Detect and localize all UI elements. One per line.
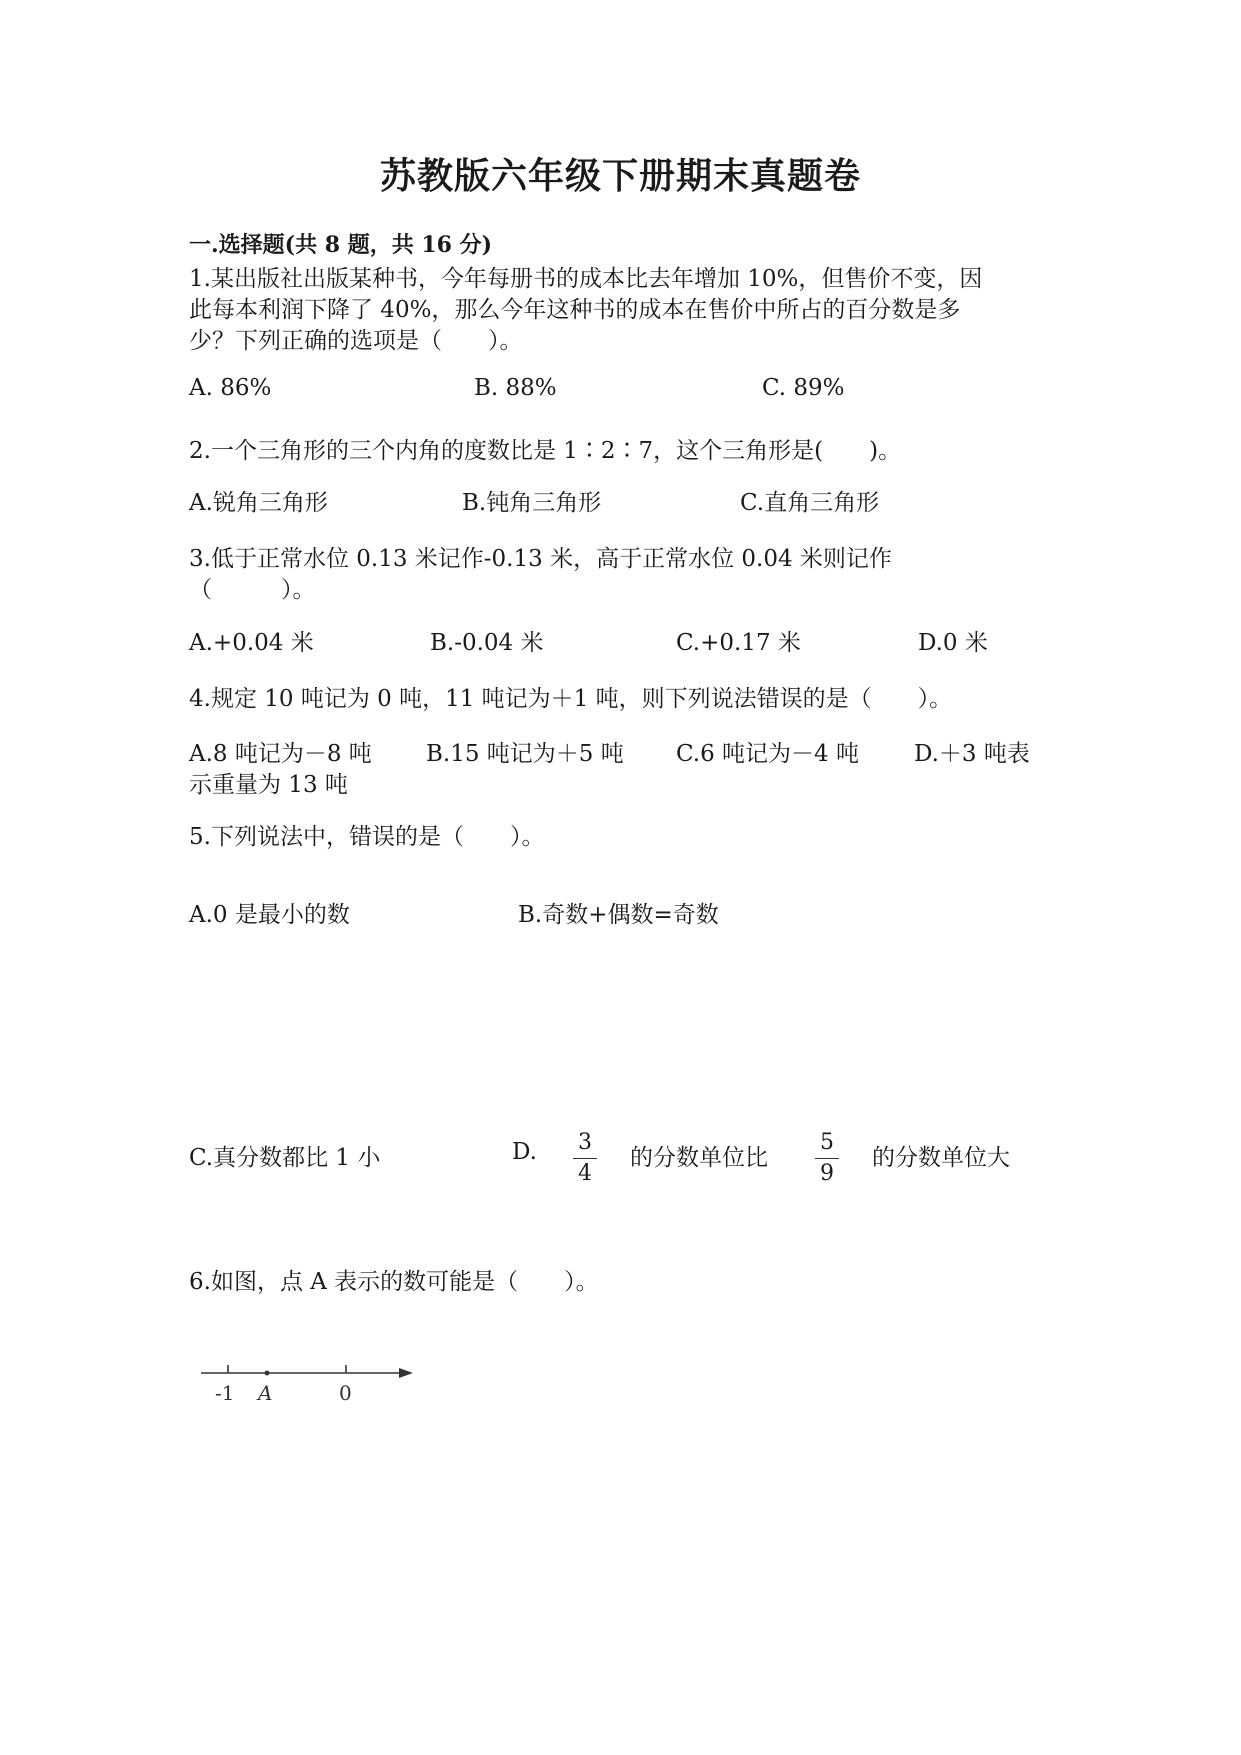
fraction-denominator: 9	[820, 1161, 834, 1186]
fraction-denominator: 4	[578, 1161, 592, 1186]
q2-option-c[interactable]: C.直角三角形	[740, 490, 880, 516]
q3-option-a[interactable]: A.+0.04 米	[189, 630, 314, 656]
q3-option-b[interactable]: B.-0.04 米	[430, 630, 544, 656]
q1-line-3: 少？下列正确的选项是（ ）。	[189, 328, 523, 354]
q2-option-b[interactable]: B.钝角三角形	[462, 490, 602, 516]
q4-option-b[interactable]: B.15 吨记为＋5 吨	[426, 741, 624, 767]
fraction-5-9	[812, 1132, 842, 1185]
q5-option-d[interactable]: D.	[512, 1139, 537, 1165]
q4-option-a[interactable]: A.8 吨记为－8 吨	[189, 741, 372, 767]
point-a	[265, 1371, 270, 1376]
q5-option-c[interactable]: C.真分数都比 1 小	[189, 1145, 381, 1171]
q2-option-a[interactable]: A.锐角三角形	[189, 490, 328, 516]
fraction-3-4	[570, 1132, 600, 1185]
q4-text: 4.规定 10 吨记为 0 吨，11 吨记为＋1 吨，则下列说法错误的是（ ）。	[189, 686, 953, 712]
q5-option-d-end: 的分数单位大	[872, 1145, 1010, 1171]
q1-line-2: 此每本利润下降了 40%，那么今年这种书的成本在售价中所占的百分数是多	[189, 297, 961, 323]
q1-line-1: 1.某出版社出版某种书，今年每册书的成本比去年增加 10%，但售价不变，因	[189, 266, 983, 292]
q4-option-d-cont: 示重量为 13 吨	[189, 772, 348, 798]
q1-option-b[interactable]: B. 88%	[474, 375, 557, 401]
q5-option-b[interactable]: B.奇数+偶数=奇数	[518, 902, 719, 928]
q3-line-1: 3.低于正常水位 0.13 米记作-0.13 米，高于正常水位 0.04 米则记作	[189, 546, 892, 572]
q4-option-d[interactable]: D.＋3 吨表	[914, 741, 1030, 767]
number-line-arrow-icon	[399, 1368, 413, 1378]
q2-text: 2.一个三角形的三个内角的度数比是 1∶2∶7，这个三角形是( )。	[189, 438, 902, 464]
q3-line-2: （ ）。	[189, 577, 316, 603]
page-title: 苏教版六年级下册期末真题卷	[379, 155, 861, 197]
section-heading: 一.选择题(共 8 题，共 16 分)	[189, 232, 493, 258]
q6-text: 6.如图，点 A 表示的数可能是（ ）。	[189, 1269, 599, 1295]
label-minus-one: -1	[215, 1381, 235, 1405]
label-point-a: A	[258, 1381, 273, 1405]
q3-option-c[interactable]: C.+0.17 米	[676, 630, 801, 656]
q5-text: 5.下列说法中，错误的是（ ）。	[189, 824, 545, 850]
q1-option-c[interactable]: C. 89%	[762, 375, 845, 401]
q3-option-d[interactable]: D.0 米	[918, 630, 988, 656]
fraction-numerator: 3	[578, 1130, 592, 1155]
q4-option-c[interactable]: C.6 吨记为－4 吨	[676, 741, 859, 767]
q5-option-d-mid: 的分数单位比	[630, 1145, 768, 1171]
fraction-numerator: 5	[820, 1130, 834, 1155]
number-line-figure	[195, 1340, 425, 1410]
q5-option-a[interactable]: A.0 是最小的数	[189, 902, 350, 928]
q1-option-a[interactable]: A. 86%	[189, 375, 272, 401]
label-zero: 0	[339, 1381, 352, 1405]
